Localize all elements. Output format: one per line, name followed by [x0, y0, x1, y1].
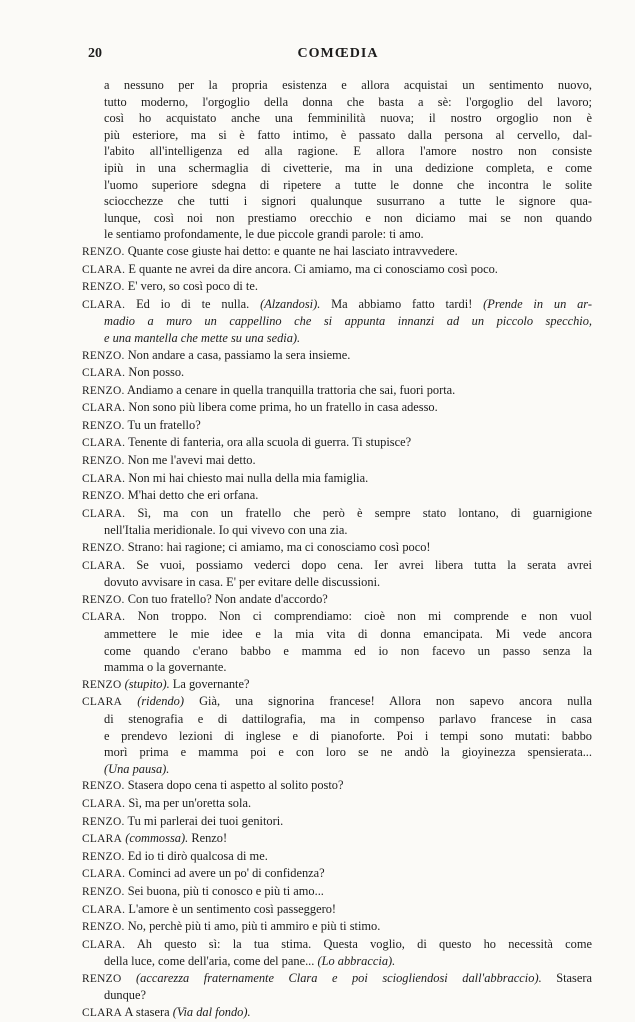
- spoken-text: Stasera dopo cena ti aspetto al solito posto?: [127, 778, 344, 793]
- speaker-name: RENZO.: [82, 419, 125, 432]
- page-header: [88, 46, 588, 64]
- speaker-name: RENZO.: [82, 349, 125, 362]
- spoken-text: di stenografia e di dattilografia, ma in compenso parlavo francese in casa: [104, 711, 592, 726]
- dialogue-line: [82, 813, 592, 831]
- speaker-name: CLARA.: [82, 507, 126, 520]
- dialogue-line: [82, 417, 592, 435]
- speaker-name: RENZO.: [82, 885, 125, 898]
- stage-direction: madio a muro un cappellino che si appunta innanzi ad un piccolo specchio,: [104, 314, 592, 329]
- spoken-text: nell'Italia meridionale. Io qui vivevo con una zia.: [104, 523, 348, 538]
- spoken-text: M'hai detto che eri orfana.: [127, 488, 259, 503]
- dialogue-line: [82, 243, 592, 261]
- dialogue: [82, 243, 592, 1022]
- dialogue-entry: [82, 539, 592, 557]
- dialogue-entry: [82, 505, 592, 539]
- spoken-text: dovuto avvisare in casa. E' per evitare delle discussioni.: [104, 575, 381, 590]
- dialogue-line: [82, 953, 592, 970]
- dialogue-entry: [82, 830, 592, 848]
- stage-direction: (stupito).: [124, 676, 170, 691]
- spoken-text: Non mi hai chiesto mai nulla della mia famiglia.: [128, 470, 369, 485]
- paragraph-line: l'abito all'intelligenza ed alla ragione. E allora l'amore nostro non consiste: [104, 144, 592, 159]
- spoken-text: dunque?: [104, 988, 146, 1003]
- paragraph-line: così ho acquistato anche una femminilità nuova; il nostro orgoglio non è: [104, 111, 592, 126]
- dialogue-entry: [82, 591, 592, 609]
- paragraph-line: l'uomo superiore sdegna di ripetere a tutte le donne che incontra le solite: [104, 177, 592, 192]
- dialogue-entry: [82, 487, 592, 505]
- dialogue-line: [82, 676, 592, 694]
- running-title: COMŒDIA: [297, 46, 379, 61]
- speaker-name: RENZO.: [82, 780, 125, 793]
- spoken-text: E' vero, so così poco di te.: [127, 279, 258, 294]
- dialogue-line: [82, 452, 592, 470]
- spoken-text: Già, una signorina francese! Allora non sapevo ancora nulla: [199, 694, 592, 709]
- speaker-name: CLARA: [82, 696, 123, 709]
- dialogue-line: [82, 795, 592, 813]
- dialogue-line: [82, 296, 592, 314]
- paragraph-line: ipiù in una schermaglia di civetterie, ma in una dedizione completa, e come: [104, 160, 592, 175]
- dialogue-line: [82, 470, 592, 488]
- spoken-text: Se vuoi, possiamo vederci dopo cena. Ier avrei libera tutta la serata avrei: [136, 557, 592, 572]
- dialogue-entry: [82, 848, 592, 866]
- dialogue-line: [82, 574, 592, 591]
- stage-direction: (accarezza fraternamente Clara e poi sciogliendosi dall'abbraccio).: [136, 970, 542, 985]
- speaker-name: CLARA.: [82, 437, 126, 450]
- speaker-name: CLARA.: [82, 367, 126, 380]
- speaker-name: CLARA.: [82, 938, 126, 951]
- dialogue-line: [82, 347, 592, 365]
- speaker-name: RENZO.: [82, 593, 125, 606]
- dialogue-line: [82, 865, 592, 883]
- spoken-text: Renzo!: [191, 831, 228, 846]
- speaker-name: RENZO: [82, 678, 122, 691]
- dialogue-line: [82, 505, 592, 523]
- dialogue-line: [82, 487, 592, 505]
- dialogue-entry: [82, 261, 592, 279]
- dialogue-entry: [82, 382, 592, 400]
- speaker-name: RENZO.: [82, 490, 125, 503]
- speaker-name: RENZO.: [82, 245, 125, 258]
- dialogue-entry: [82, 399, 592, 417]
- dialogue-line: [82, 330, 592, 347]
- stage-direction: (commossa).: [125, 831, 189, 846]
- dialogue-entry: [82, 813, 592, 831]
- stage-direction: (Alzandosi).: [260, 296, 321, 311]
- spoken-text: Ed io ti dirò qualcosa di me.: [127, 848, 268, 863]
- spoken-text: Andiamo a cenare in quella tranquilla trattoria che sai, fuori porta.: [127, 382, 456, 397]
- dialogue-line: [82, 399, 592, 417]
- dialogue-line: [82, 539, 592, 557]
- spoken-text: Sei buona, più ti conosco e più ti amo...: [127, 883, 324, 898]
- dialogue-entry: [82, 901, 592, 919]
- dialogue-entry: [82, 452, 592, 470]
- speaker-name: RENZO.: [82, 455, 125, 468]
- dialogue-line: [82, 364, 592, 382]
- paragraph-line: le sentiamo profondamente, le due piccole grandi parole: ti amo.: [104, 227, 424, 242]
- dialogue-entry: [82, 296, 592, 347]
- dialogue-entry: [82, 608, 592, 675]
- speaker-name: CLARA.: [82, 868, 126, 881]
- dialogue-line: [82, 557, 592, 575]
- paragraph-line: a nessuno per la propria esistenza e allora acquistai un sentimento nuovo,: [104, 78, 592, 92]
- dialogue-line: [82, 777, 592, 795]
- stage-direction: e una mantella che mette su una sedia).: [104, 330, 301, 345]
- dialogue-entry: [82, 676, 592, 694]
- spoken-text: Non posso.: [128, 365, 185, 380]
- spoken-text: L'amore è un sentimento così passeggero!: [128, 901, 337, 916]
- spoken-text: Cominci ad avere un po' di confidenza?: [128, 866, 325, 881]
- spoken-text: Ah questo sì: la tua stima. Questa voglio, di questo ho necessità come: [136, 936, 592, 951]
- dialogue-line: [82, 278, 592, 296]
- dialogue-entry: [82, 470, 592, 488]
- spoken-text: Non me l'avevi mai detto.: [127, 453, 256, 468]
- spoken-text: come quando c'erano babbo e mamma ed io non facevo un passo senza la: [104, 643, 592, 658]
- dialogue-line: [82, 1004, 592, 1022]
- dialogue-entry: [82, 795, 592, 813]
- dialogue-line: [82, 711, 592, 728]
- dialogue-line: [82, 591, 592, 609]
- dialogue-line: [82, 901, 592, 919]
- speaker-name: CLARA.: [82, 298, 126, 311]
- spoken-text: Non andare a casa, passiamo la sera insieme.: [127, 347, 351, 362]
- dialogue-entry: [82, 936, 592, 970]
- dialogue-entry: [82, 417, 592, 435]
- dialogue-line: [82, 936, 592, 954]
- spoken-text: Non troppo. Non ci comprendiamo: cioè non mi comprende e non vuol: [137, 609, 592, 624]
- dialogue-entry: [82, 918, 592, 936]
- spoken-text: e prendevo lezioni di inglese e di pianoforte. Poi i tempi sono mutati: babbo: [104, 728, 592, 743]
- dialogue-line: [82, 643, 592, 660]
- stage-direction: (Una pausa).: [104, 761, 170, 776]
- spoken-text: Tu mi parlerai dei tuoi genitori.: [127, 813, 284, 828]
- paragraph-line: più esteriore, ma si è fatto intimo, è passato dalla persona al cervello, dal-: [104, 127, 592, 142]
- spoken-text: Ma abbiamo fatto tardi!: [320, 296, 484, 311]
- dialogue-line: [82, 830, 592, 848]
- spoken-text: Sì, ma per un'oretta sola.: [128, 795, 252, 810]
- dialogue-line: [82, 848, 592, 866]
- spoken-text: E quante ne avrei da dire ancora. Ci amiamo, ma ci conosciamo così poco.: [128, 261, 498, 276]
- spoken-text: Con tuo fratello? Non andate d'accordo?: [127, 591, 328, 606]
- spoken-text: La governante?: [172, 676, 250, 691]
- dialogue-line: [82, 987, 592, 1004]
- dialogue-entry: [82, 1004, 592, 1022]
- speaker-name: RENZO.: [82, 815, 125, 828]
- dialogue-line: [82, 761, 592, 778]
- dialogue-line: [82, 883, 592, 901]
- speaker-name: RENZO.: [82, 850, 125, 863]
- dialogue-line: [82, 626, 592, 643]
- page-body: [82, 77, 592, 1022]
- dialogue-entry: [82, 777, 592, 795]
- speaker-name: RENZO.: [82, 921, 125, 934]
- dialogue-entry: [82, 865, 592, 883]
- dialogue-entry: [82, 347, 592, 365]
- dialogue-line: [82, 261, 592, 279]
- speaker-name: RENZO.: [82, 384, 125, 397]
- spoken-text: della luce, come dell'aria, come del pane...: [104, 954, 318, 969]
- dialogue-line: [82, 744, 592, 761]
- spoken-text: A stasera: [124, 1005, 173, 1020]
- spoken-text: Ed io di te nulla.: [136, 296, 261, 311]
- dialogue-entry: [82, 434, 592, 452]
- dialogue-line: [82, 693, 592, 711]
- dialogue-entry: [82, 557, 592, 591]
- spoken-text: mamma o la governante.: [104, 660, 227, 675]
- dialogue-line: [82, 659, 592, 676]
- dialogue-line: [82, 313, 592, 330]
- stage-direction: (Prende in un ar-: [483, 296, 592, 311]
- paragraph-line: lunque, così noi non prestiamo orecchio e non diciamo mai se non quando: [104, 210, 592, 225]
- speaker-name: RENZO.: [82, 281, 125, 294]
- opening-paragraph: [82, 77, 592, 243]
- spoken-text: Non sono più libera come prima, ho un fratello in casa adesso.: [128, 400, 438, 415]
- paragraph-line: tutto moderno, l'orgoglio della donna che basta a sè: l'orgoglio del lavoro;: [104, 94, 592, 109]
- spoken-text: Stasera: [556, 970, 592, 985]
- dialogue-entry: [82, 693, 592, 777]
- speaker-name: CLARA: [82, 833, 123, 846]
- paragraph-line: sciocchezze che tutti i signori qualunque susurrano a tutte le signore qua-: [104, 194, 592, 209]
- speaker-name: CLARA.: [82, 402, 126, 415]
- dialogue-line: [82, 382, 592, 400]
- dialogue-entry: [82, 883, 592, 901]
- speaker-name: RENZO.: [82, 542, 125, 555]
- spoken-text: ammettere le mie idee e la mia vita di donna emancipata. Mi vede ancora: [104, 627, 592, 641]
- dialogue-entry: [82, 970, 592, 1004]
- spoken-text: Tenente di fanteria, ora alla scuola di guerra. Ti stupisce?: [128, 435, 412, 450]
- spoken-text: Tu un fratello?: [127, 417, 201, 432]
- dialogue-entry: [82, 243, 592, 261]
- spoken-text: Sì, ma con un fratello che però è sempre stato lontano, di guarnigione: [137, 505, 592, 520]
- dialogue-entry: [82, 364, 592, 382]
- page-number: 20: [88, 46, 102, 61]
- dialogue-line: [82, 728, 592, 745]
- dialogue-line: [82, 608, 592, 626]
- speaker-name: CLARA: [82, 1007, 123, 1020]
- dialogue-line: [82, 970, 592, 988]
- speaker-name: CLARA.: [82, 611, 126, 624]
- stage-direction: (ridendo): [137, 694, 185, 709]
- speaker-name: CLARA.: [82, 797, 126, 810]
- dialogue-line: [82, 918, 592, 936]
- speaker-name: CLARA.: [82, 263, 126, 276]
- speaker-name: RENZO: [82, 972, 122, 985]
- speaker-name: CLARA.: [82, 472, 126, 485]
- spoken-text: No, perchè più ti amo, più ti ammiro e più ti stimo.: [127, 919, 381, 934]
- stage-direction: (Via dal fondo).: [172, 1005, 251, 1020]
- dialogue-line: [82, 522, 592, 539]
- stage-direction: (Lo abbraccia).: [317, 954, 396, 969]
- spoken-text: Strano: hai ragione; ci amiamo, ma ci conosciamo così poco!: [127, 540, 431, 555]
- spoken-text: morì prima e mamma poi e con loro se ne andò la gioyinezza spensierata...: [104, 745, 592, 760]
- dialogue-entry: [82, 278, 592, 296]
- spoken-text: Quante cose giuste hai detto: e quante ne hai lasciato intravvedere.: [127, 243, 458, 258]
- speaker-name: CLARA.: [82, 903, 126, 916]
- dialogue-line: [82, 434, 592, 452]
- speaker-name: CLARA.: [82, 559, 126, 572]
